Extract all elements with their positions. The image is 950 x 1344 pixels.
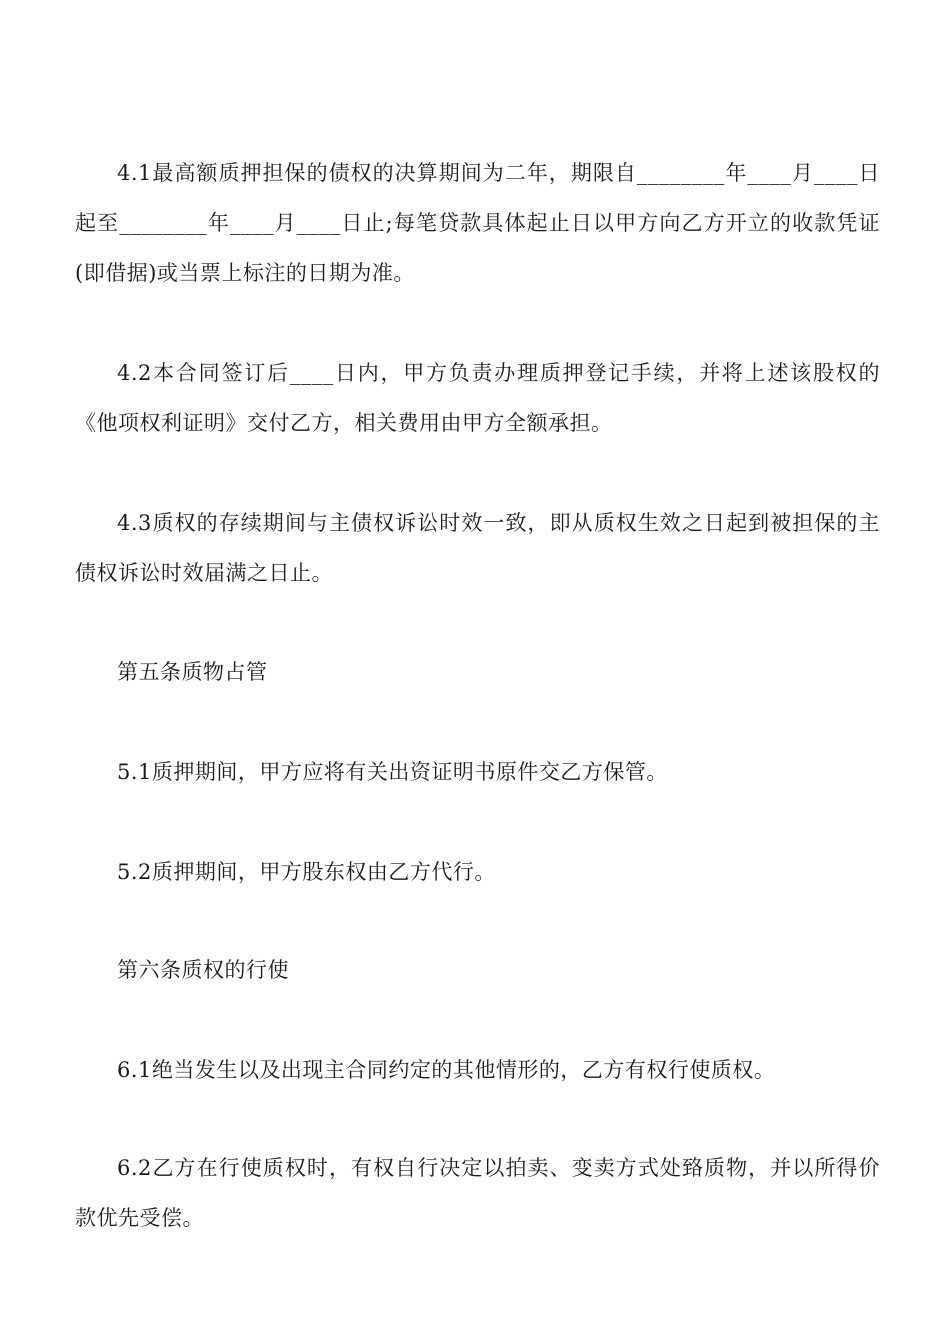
article-5-heading: 第五条质物占管 xyxy=(117,660,268,684)
article-6-heading: 第六条质权的行使 xyxy=(117,958,289,982)
clause-4-1: 4.1最高额质押担保的债权的决算期间为二年，期限自________年____月____日起至________年____月____日止;每笔贷款具体起止日以甲方向乙方开立的收款凭证(即借据)或当票上标注的日期为准。 xyxy=(75,161,880,285)
clause-5-2: 5.2质押期间，甲方股东权由乙方代行。 xyxy=(117,860,496,884)
clause-6-1: 6.1绝当发生以及出现主合同约定的其他情形的，乙方有权行使质权。 xyxy=(117,1058,776,1082)
clause-6-2: 6.2乙方在行使质权时，有权自行决定以拍卖、变卖方式处臵质物，并以所得价款优先受偿。 xyxy=(75,1156,880,1230)
clause-4-2: 4.2本合同签订后____日内，甲方负责办理质押登记手续，并将上述该股权的《他项权利证明》交付乙方，相关费用由甲方全额承担。 xyxy=(75,361,880,435)
clause-5-1: 5.1质押期间，甲方应将有关出资证明书原件交乙方保管。 xyxy=(117,760,668,784)
clause-4-3: 4.3质权的存续期间与主债权诉讼时效一致，即从质权生效之日起到被担保的主债权诉讼时效届满之日止。 xyxy=(75,511,880,585)
